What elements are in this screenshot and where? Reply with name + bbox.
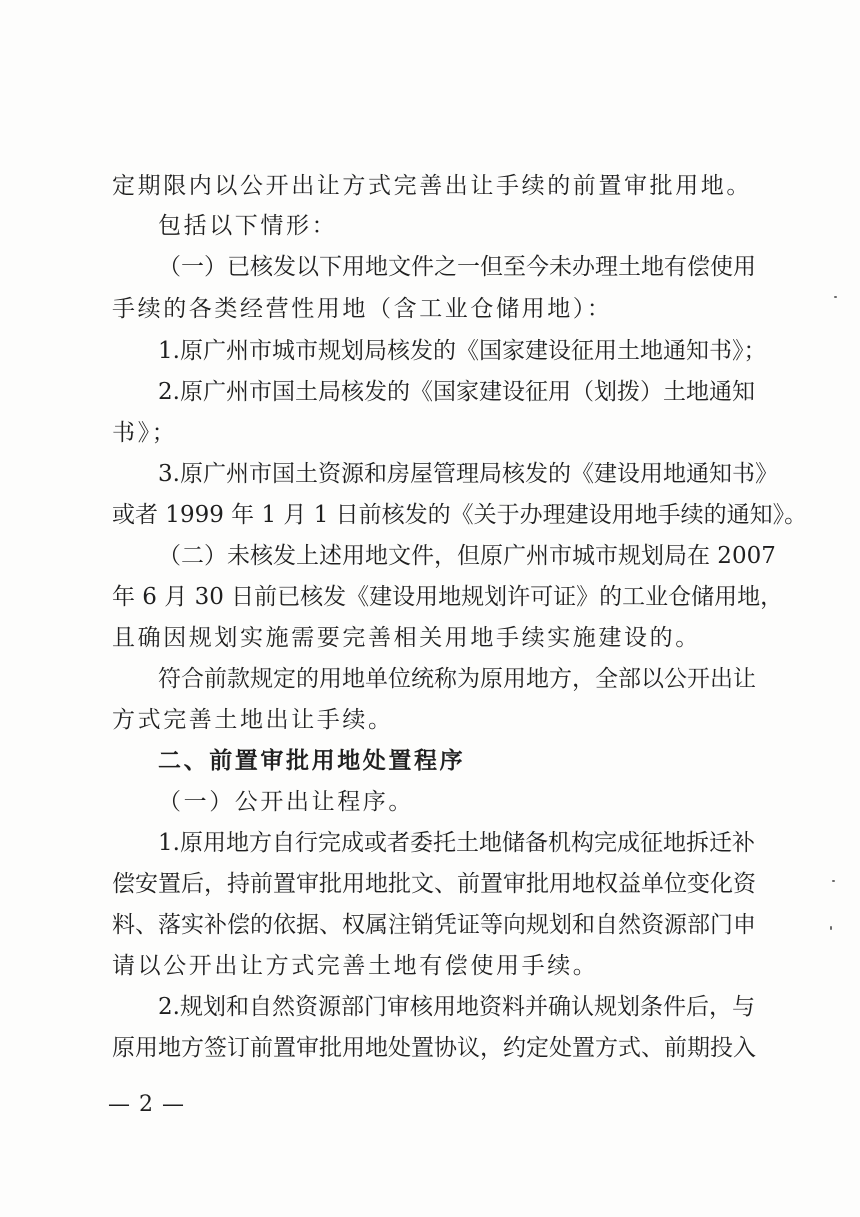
- text-line-17: 1.原用地方自行完成或者委托土地储备机构完成征地拆迁补: [158, 830, 755, 856]
- text-line-1: 定期限内以公开出让方式完善出让手续的前置审批用地。: [112, 173, 752, 199]
- text-line-6: 2.原广州市国土局核发的《国家建设征用（划拨）土地通知: [158, 379, 755, 405]
- text-line-22: 原用地方签订前置审批用地处置协议，约定处置方式、前期投入: [112, 1035, 756, 1061]
- text-line-21: 2.规划和自然资源部门审核用地资料并确认规划条件后，与: [158, 994, 755, 1020]
- text-line-5: 1.原广州市城市规划局核发的《国家建设征用土地通知书》；: [158, 338, 767, 364]
- text-line-8: 3.原广州市国土资源和房屋管理局核发的《建设用地通知书》: [158, 461, 778, 487]
- scan-speck: [834, 296, 837, 298]
- text-line-19: 料、落实补偿的依据、权属注销凭证等向规划和自然资源部门申: [112, 912, 756, 938]
- section-heading: 二、前置审批用地处置程序: [158, 748, 466, 774]
- page-number: — 2 —: [108, 1092, 185, 1117]
- text-line-11: 年 6 月 30 日前已核发《建设用地规划许可证》的工业仓储用地，: [112, 584, 784, 610]
- text-line-12: 且确因规划实施需要完善相关用地手续实施建设的。: [112, 625, 701, 651]
- text-line-9: 或者 1999 年 1 月 1 日前核发的《关于办理建设用地手续的通知》。: [112, 502, 808, 528]
- text-line-2: 包括以下情形：: [158, 213, 338, 239]
- text-line-4: 手续的各类经营性用地（含工业仓储用地）：: [112, 296, 613, 322]
- text-line-3: （一）已核发以下用地文件之一但至今未办理土地有偿使用: [158, 254, 756, 280]
- text-line-20: 请以公开出让方式完善土地有偿使用手续。: [112, 953, 599, 979]
- scan-speck: [830, 926, 832, 930]
- scan-speck: [832, 880, 835, 882]
- text-line-10: （二）未核发上述用地文件，但原广州市城市规划局在 2007: [158, 543, 776, 569]
- text-line-13: 符合前款规定的用地单位统称为原用地方，全部以公开出让: [158, 666, 756, 692]
- text-line-7: 书》；: [112, 420, 178, 446]
- text-line-14: 方式完善土地出让手续。: [112, 707, 394, 733]
- text-line-18: 偿安置后，持前置审批用地批文、前置审批用地权益单位变化资: [112, 871, 756, 897]
- text-line-16: （一）公开出让程序。: [158, 789, 414, 815]
